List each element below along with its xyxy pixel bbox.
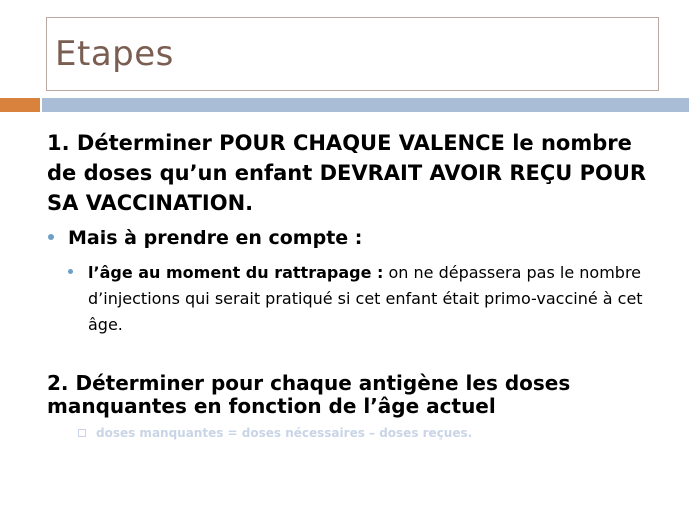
step1-text-c: le nombre de doses qu’un enfant bbox=[47, 131, 632, 185]
bullet-age-text bbox=[88, 260, 658, 338]
bullet-age bbox=[68, 260, 658, 338]
bullet-age-normal: on ne dépassera pas le nombre d’injections qui serait pratiqué si cet enfant était primo-vacciné à cet âge. bbox=[88, 263, 643, 334]
bullet-dot-icon bbox=[68, 269, 73, 274]
accent-bar-orange bbox=[0, 98, 40, 112]
step1-text-a: Déterminer bbox=[76, 131, 220, 155]
step1-text-b: POUR CHAQUE VALENCE bbox=[219, 131, 505, 155]
step1-paragraph bbox=[47, 128, 667, 218]
slide-title: Etapes bbox=[55, 34, 174, 74]
bullet-consider-text: Mais à prendre en compte : bbox=[68, 227, 363, 249]
bullet-missing-doses-text: doses manquantes = doses nécessaires – doses reçues. bbox=[96, 426, 473, 440]
step1-number: 1. bbox=[47, 131, 77, 155]
step2-paragraph: 2. Déterminer pour chaque antigène les doses manquantes en fonction de l’âge actuel bbox=[47, 371, 571, 418]
bullet-consider bbox=[48, 227, 648, 249]
title-box bbox=[46, 17, 659, 91]
bullet-age-bold: l’âge au moment du rattrapage : bbox=[88, 263, 384, 282]
bullet-missing-doses bbox=[78, 426, 638, 440]
bullet-dot-icon bbox=[48, 234, 54, 240]
step1-text-d: DEVRAIT AVOIR REÇU POUR SA VACCINATION. bbox=[47, 161, 647, 215]
accent-bar-blue bbox=[42, 98, 689, 112]
square-bullet-icon bbox=[78, 429, 86, 437]
